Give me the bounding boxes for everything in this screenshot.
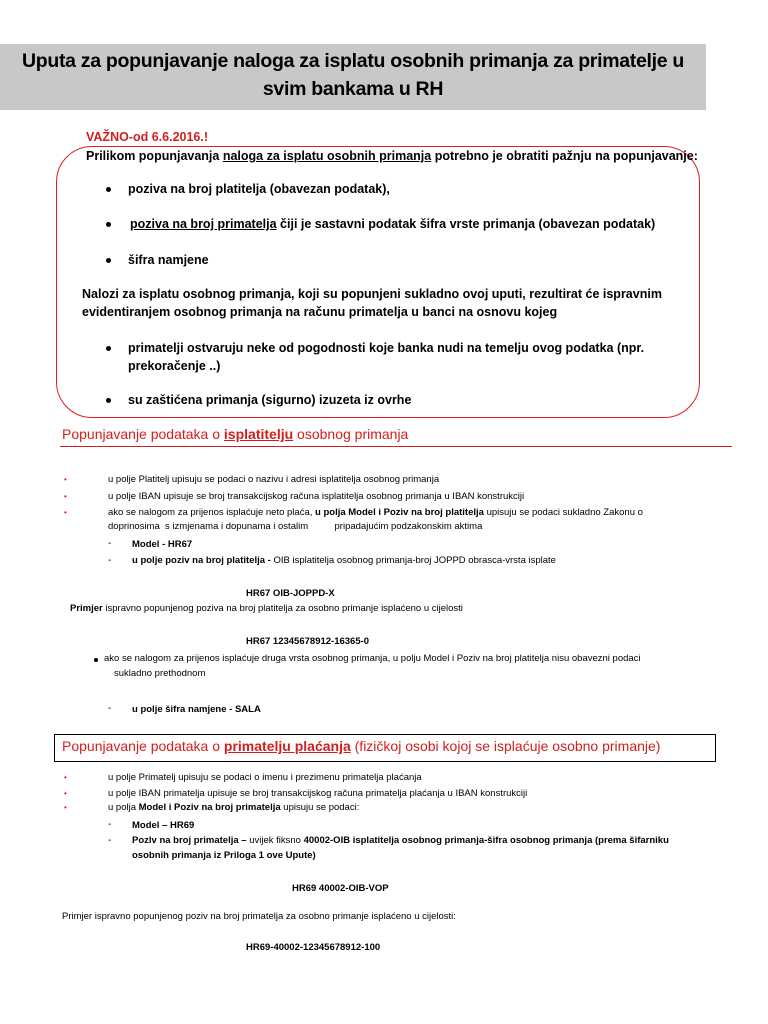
example-label: Primjer	[70, 603, 103, 614]
section-1-poziv	[132, 555, 556, 566]
poziv-label: Pozlv na broj primatelja –	[132, 835, 250, 846]
item-3-bold: u polja Model i Poziv na broj platitelja	[315, 507, 484, 518]
section-2-model: Model – HR69	[132, 820, 195, 831]
section-1-item-3	[108, 507, 643, 518]
section-1-heading-post: osobnog primanja	[293, 426, 409, 442]
important-bullet-1: poziva na broj platitelja (obavezan podatak),	[128, 182, 390, 196]
red-bullet: •	[64, 492, 67, 501]
section-1-item-3-line-2: doprinosima s izmjenama i dopunama i ostalim pripadajućim podzakonskim aktima	[108, 521, 483, 532]
bullet-dot	[106, 222, 111, 227]
section-1-divider	[60, 446, 732, 447]
dash-bullet: -	[108, 555, 112, 566]
bullet-dot	[106, 258, 111, 263]
section-1-heading-highlight: isplatitelju	[223, 426, 294, 442]
section-1-sifra: u polje šifra namjene - SALA	[132, 704, 261, 715]
item-3-text: ako se nalogom za prijenos isplaćuje neto plaća,	[108, 507, 316, 518]
important-bullet-2	[130, 217, 655, 231]
section-2-heading-post: (fizičkoj osobi kojoj se isplaćuje osobno primanje)	[350, 738, 661, 754]
red-bullet: •	[64, 475, 67, 484]
dash-bullet: -	[108, 538, 112, 549]
section-1-model: Model - HR67	[132, 539, 193, 550]
poziv-text: uvijek fiksno	[249, 835, 304, 846]
item-3-text-end: upisuju se podaci sukladno Zakonu o	[483, 507, 643, 518]
red-bullet: •	[64, 789, 67, 798]
document-title-box	[0, 44, 706, 110]
section-2-heading	[62, 738, 660, 754]
section-2-format: HR69 40002-OIB-VOP	[292, 883, 389, 894]
intro-link: naloga za isplatu osobnih primanja	[222, 149, 432, 163]
section-1-example-value: HR67 12345678912-16365-0	[246, 636, 370, 647]
intro-text: Prilikom popunjavanja	[86, 149, 223, 163]
document-title-line-2: svim bankama u RH	[262, 78, 444, 100]
section-2-item-1: u polje Primatelj upisuju se podaci o imenu i prezimenu primatelja plaćanja	[108, 772, 422, 783]
poziv-bold-text: 40002-OIB isplatitelja osobnog primanja-šifra osobnog primanja (prema šifarniku	[303, 835, 669, 846]
document-title-line-1: Uputa za popunjavanje naloga za isplatu osobnih primanja za primatelje u	[21, 50, 685, 72]
bullet-2-link: poziva na broj primatelja	[130, 217, 277, 231]
section-1-other-line-2: sukladno prethodnom	[114, 668, 206, 679]
poziv-label: u polje poziv na broj platitelja -	[132, 555, 274, 566]
important-bullet-4-line-1: primatelji ostvaruju neke od pogodnosti koje banka nudi na temelju ovog podatka (npr.	[128, 341, 645, 355]
dash-bullet: -	[108, 819, 112, 830]
poziv-text: OIB isplatitelja osobnog primanja-broj JOPPD obrasca-vrsta isplate	[273, 555, 556, 566]
important-paragraph-line-1: Nalozi za isplatu osobnog primanja, koji su popunjeni sukladno ovoj uputi, rezultirat će ispravnim	[82, 287, 662, 301]
section-1-item-1: u polje Platitelj upisuju se podaci o nazivu i adresi isplatitelja osobnog primanja	[108, 474, 440, 485]
intro-text-end: potrebno je obratiti pažnju na popunjavanje:	[431, 149, 698, 163]
bullet-dot	[106, 187, 111, 192]
important-intro	[86, 149, 698, 163]
example-text: ispravno popunjenog poziva na broj platitelja za osobno primanje isplaćeno u cijelosti	[102, 603, 463, 614]
item-3-text-end: upisuju se podaci:	[280, 802, 360, 813]
red-bullet: •	[64, 773, 67, 782]
important-bullet-5: su zaštićena primanja (sigurno) izuzeta iz ovrhe	[128, 393, 412, 407]
dash-bullet: -	[108, 703, 112, 714]
section-2-item-2: u polje IBAN primatelja upisuje se broj transakcijskog računa primatelja plaćanja u IBAN konstrukciji	[108, 788, 528, 799]
section-2-example: Primjer ispravno popunjenog poziv na broj primatelja za osobno primanje isplaćeno u cijelosti:	[62, 911, 456, 922]
red-bullet: •	[64, 803, 67, 812]
item-3-text: u polja	[108, 802, 139, 813]
section-2-item-3	[108, 802, 359, 813]
bullet-dot	[94, 658, 98, 662]
section-2-poziv	[132, 835, 669, 846]
section-1-format: HR67 OIB-JOPPD-X	[246, 588, 335, 599]
section-1-item-2: u polje IBAN upisuje se broj transakcijskog računa isplatitelja osobnog primanja u IBAN konstrukciji	[108, 491, 525, 502]
section-2-poziv-line-2: osobnih primanja iz Priloga 1 ove Upute)	[132, 850, 316, 861]
important-paragraph-line-2: evidentiranjem osobnog primanja na računu primatelja u banci na osnovu kojeg	[82, 305, 558, 319]
section-1-example	[70, 603, 463, 614]
section-2-heading-pre: Popunjavanje podataka o	[62, 738, 224, 754]
bullet-2-text: čiji je sastavni podatak šifra vrste primanja (obavezan podatak)	[276, 217, 656, 231]
bullet-dot	[106, 398, 111, 403]
section-2-heading-highlight: primatelju plaćanja	[223, 738, 351, 754]
important-heading: VAŽNO-od 6.6.2016.!	[86, 130, 209, 144]
bullet-dot	[106, 346, 111, 351]
important-bullet-4-line-2: prekoračenje ..)	[128, 359, 221, 373]
item-3-bold: Model i Poziv na broj primatelja	[138, 802, 281, 813]
section-2-example-value: HR69-40002-12345678912-100	[246, 942, 381, 953]
section-1-heading-pre: Popunjavanje podataka o	[62, 426, 224, 442]
important-bullet-3: šifra namjene	[128, 253, 209, 267]
section-1-other-line-1: ako se nalogom za prijenos isplaćuje druga vrsta osobnog primanja, u polju Model i Poziv na broj platitelja nisu obavezni podaci	[104, 653, 641, 664]
red-bullet: •	[64, 508, 67, 517]
section-1-heading	[62, 426, 408, 442]
dash-bullet: -	[108, 835, 112, 846]
